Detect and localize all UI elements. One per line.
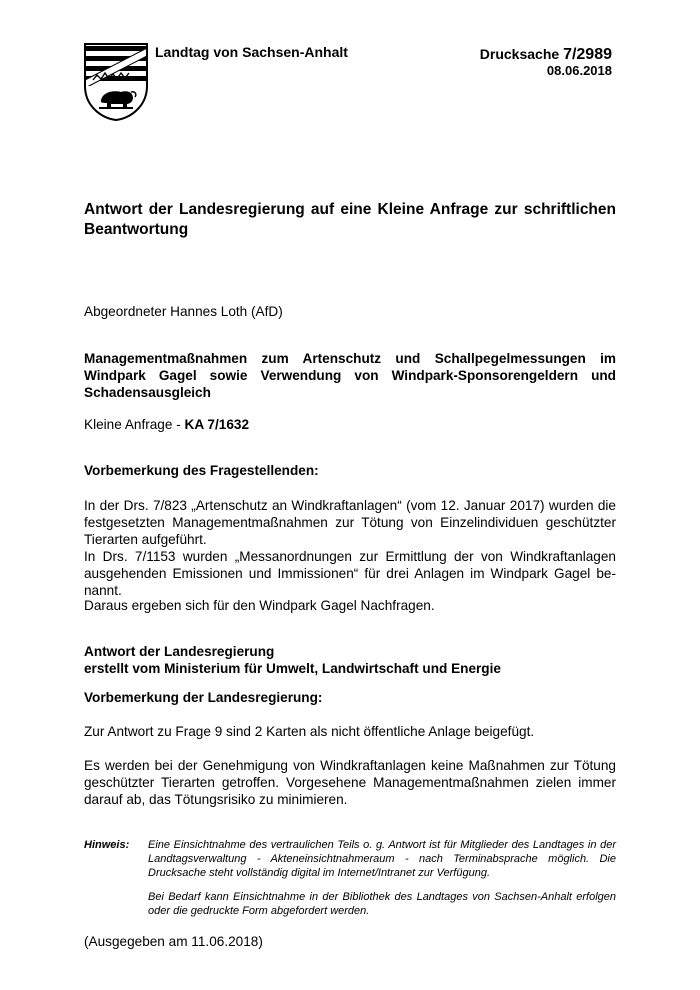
landesregierung-paragraph-1: Zur Antwort zu Frage 9 sind 2 Karten als nicht öffentliche Anlage beigefügt. bbox=[84, 724, 535, 739]
fragesteller-paragraph-2: In Drs. 7/1153 wurden „Messanordnungen zur Ermittlung der von Windkraftanlagen ausgehenden Emissionen und Immissionen“ für drei Anlagen im Windpark Gagel benannt. bbox=[84, 549, 616, 598]
kleine-anfrage-line bbox=[84, 416, 616, 433]
drucksache-number: 7/2989 bbox=[563, 46, 612, 63]
section-heading-fragesteller: Vorbemerkung des Fragestellenden: bbox=[84, 463, 319, 478]
drucksache-label: Drucksache bbox=[479, 46, 560, 62]
fragesteller-paragraph-1: In der Drs. 7/823 „Artenschutz an Windkraftanlagen“ (vom 12. Januar 2017) wurden die festgesetzten Managementmaßnahmen zur Tötung von Einzelindividuen geschützter Tierarten aufgeführt. bbox=[84, 498, 616, 547]
kleine-anfrage-number: KA 7/1632 bbox=[184, 417, 249, 432]
hinweis-label: Hinweis: bbox=[84, 839, 130, 851]
drucksache-date: 08.06.2018 bbox=[546, 63, 612, 78]
hinweis-text bbox=[148, 838, 616, 918]
author: Abgeordneter Hannes Loth (AfD) bbox=[84, 304, 283, 319]
drucksache-block bbox=[480, 46, 612, 79]
drucksache-line bbox=[480, 46, 612, 63]
hinweis-paragraph-2: Bei Bedarf kann Einsichtnahme in der Bibliothek des Landtages von Sachsen-Anhalt erfolgen oder die gedruckte Form abgefordert werden. bbox=[148, 891, 616, 917]
fragesteller-paragraph-3: Daraus ergeben sich für den Windpark Gagel Nachfragen. bbox=[84, 598, 435, 613]
landesregierung-paragraph-2: Es werden bei der Genehmigung von Windkraftanlagen keine Maßnahmen zur Tötung geschützter Tierarten getroffen. Vorgesehene Managementmaßnahmen zielen immer darauf ab, das Tötungsrisiko zu minimieren. bbox=[84, 758, 616, 807]
antwort-line-1: Antwort der Landesregierung bbox=[84, 644, 275, 659]
ausgegeben-date: (Ausgegeben am 11.06.2018) bbox=[84, 934, 263, 949]
section-heading-landesregierung: Vorbemerkung der Landesregierung: bbox=[84, 690, 323, 705]
subject: Managementmaßnahmen zum Artenschutz und Schallpegelmessungen im Windpark Gagel sowie Verwendung von Windpark-Sponsorengeldern und Schadensausgleich bbox=[84, 351, 616, 400]
organization-name: Landtag von Sachsen-Anhalt bbox=[155, 44, 348, 60]
document-title: Antwort der Landesregierung auf eine Kleine Anfrage zur schriftlichen Beantwortung bbox=[84, 201, 616, 238]
hinweis-paragraph-1: Eine Einsichtnahme des vertraulichen Teils o. g. Antwort ist für Mitglieder des Landtages in der Landtagsverwaltung - Akteneinsichtnahmeraum - nach Terminabsprache möglich. Die Drucksache steht vollständig digital im Internet/Intranet zur Verfügung. bbox=[148, 839, 616, 879]
antwort-line-2: erstellt vom Ministerium für Umwelt, Landwirtschaft und Energie bbox=[84, 661, 501, 676]
antwort-heading bbox=[84, 643, 616, 677]
kleine-anfrage-prefix: Kleine Anfrage - bbox=[84, 417, 185, 432]
coat-of-arms-icon bbox=[83, 42, 149, 122]
